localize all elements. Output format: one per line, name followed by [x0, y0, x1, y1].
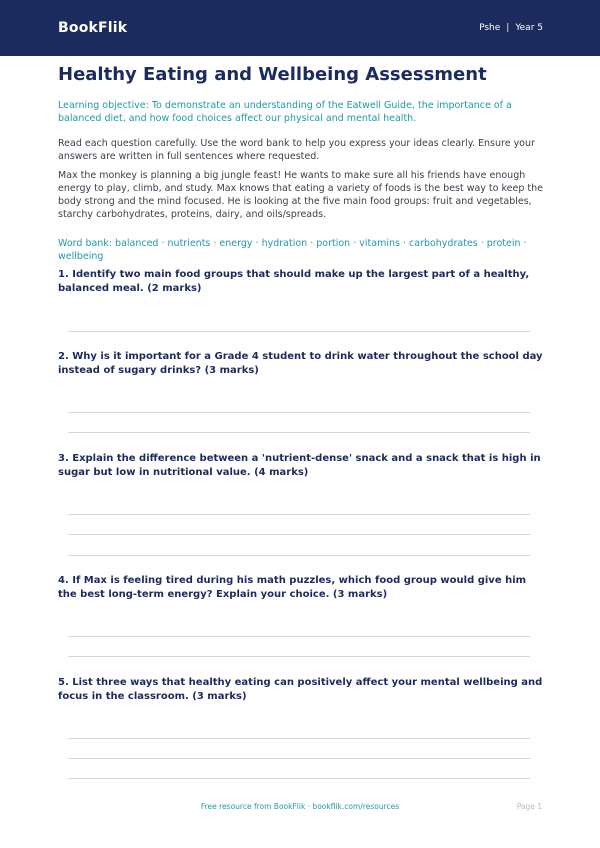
instructions: Read each question carefully. Use the word bank to help you express your ideas clearly. Ensure your answers are written in full sentences where requested. — [58, 138, 535, 162]
answer-line[interactable] — [68, 534, 530, 535]
answer-line[interactable] — [68, 778, 530, 779]
page-header — [0, 0, 600, 56]
answer-line[interactable] — [68, 656, 530, 657]
answer-line[interactable] — [68, 758, 530, 759]
answer-line[interactable] — [68, 636, 530, 637]
meta-separator: | — [506, 23, 510, 33]
header-meta — [479, 23, 543, 33]
question-3: 3. Explain the difference between a 'nutrient-dense' snack and a snack that is high in sugar but low in nutritional value. (4 marks) — [58, 453, 541, 478]
answer-line[interactable] — [68, 412, 530, 413]
answer-line[interactable] — [68, 738, 530, 739]
page-number: Page 1 — [516, 802, 542, 811]
answer-line[interactable] — [68, 432, 530, 433]
answer-line[interactable] — [68, 331, 530, 332]
question-5: 5. List three ways that healthy eating can positively affect your mental wellbeing and focus in the classroom. (3 marks) — [58, 677, 543, 702]
scenario-text: Max the monkey is planning a big jungle feast! He wants to make sure all his friends have enough energy to play, climb, and study. Max knows that eating a variety of foods is the best way to keep the body strong and the mind focused. He is looking at the five main food groups: fruit and vegetables, starchy carbohydrates, proteins, dairy, and oils/spreads. — [58, 170, 543, 220]
question-1: 1. Identify two main food groups that should make up the largest part of a healthy, balanced meal. (2 marks) — [58, 269, 530, 294]
page-title: Healthy Eating and Wellbeing Assessment — [58, 64, 487, 85]
answer-line[interactable] — [68, 514, 530, 515]
question-2: 2. Why is it important for a Grade 4 student to drink water throughout the school day instead of sugary drinks? (3 marks) — [58, 351, 543, 376]
answer-line[interactable] — [68, 555, 530, 556]
footer-credit[interactable]: Free resource from BookFlik · bookflik.com/resources — [200, 802, 400, 811]
learning-objective: Learning objective: To demonstrate an understanding of the Eatwell Guide, the importance of a balanced diet, and how food choices affect our physical and mental health. — [58, 100, 512, 124]
year-label: Year 5 — [515, 23, 543, 33]
word-bank: Word bank: balanced · nutrients · energy · hydration · portion · vitamins · carbohydrates · protein · wellbeing — [58, 238, 527, 262]
brand-logo-text: BookFlik — [58, 20, 128, 36]
question-4: 4. If Max is feeling tired during his math puzzles, which food group would give him the best long-term energy? Explain your choice. (3 marks) — [58, 575, 527, 600]
subject-label: Pshe — [479, 23, 501, 33]
